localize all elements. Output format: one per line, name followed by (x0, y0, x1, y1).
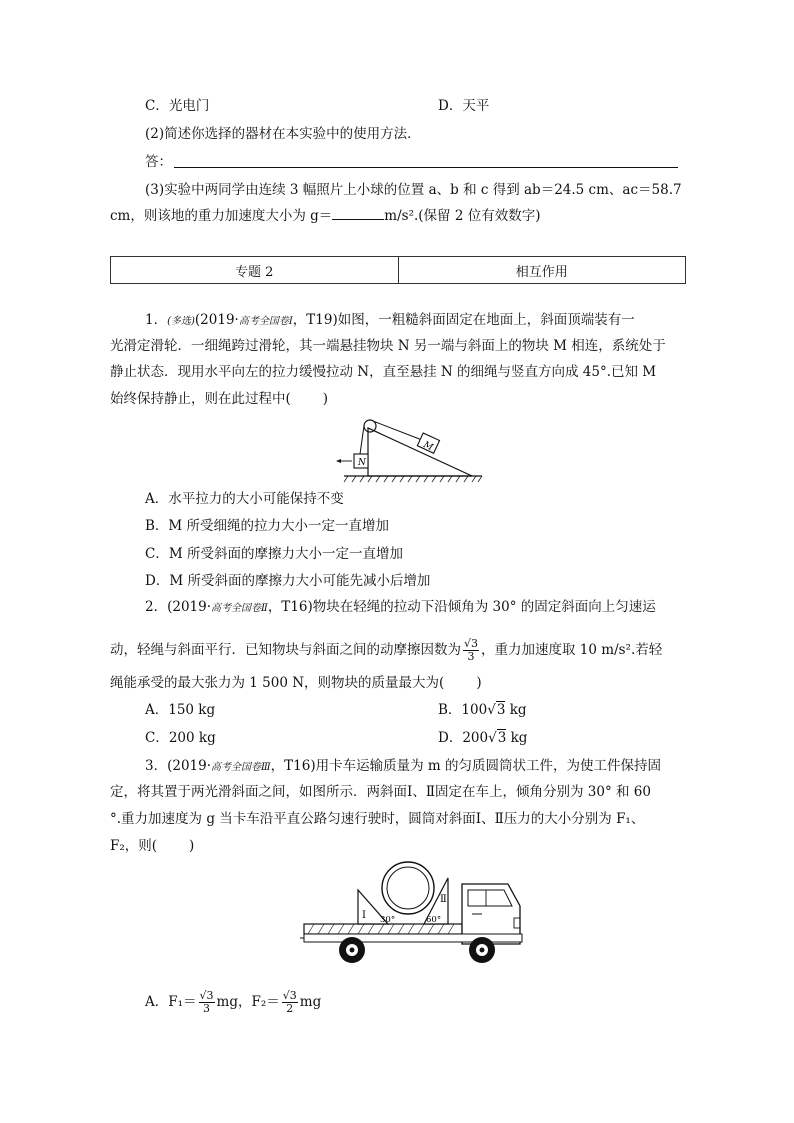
problem-2-line-3: 绳能承受的最大张力为 1 500 N，则物块的质量最大为( ) (110, 675, 482, 691)
problem-2-option-b: B．100√3 kg (438, 702, 527, 718)
question-3-line-2: cm，则该地的重力加速度大小为 g＝ m/s².(保留 2 位有效数字) (110, 208, 541, 224)
slope-ii-label: Ⅱ (440, 894, 447, 905)
topic-number: 专题 2 (111, 257, 399, 284)
problem-1-line-1: 1．(多选)(2019·高考全国卷Ⅰ，T19)如图，一粗糙斜面固定在地面上，斜面顶端装有一 (145, 312, 635, 328)
problem-1-line-4: 始终保持静止，则在此过程中( ) (110, 391, 329, 407)
problem-3-line-1: 3．(2019·高考全国卷Ⅲ，T16)用卡车运输质量为 m 的匀质圆筒状工件，为使工件保持固 (145, 758, 662, 774)
problem-1-option-c: C．M 所受斜面的摩擦力大小一定一直增加 (145, 546, 403, 562)
topic-header-table (110, 256, 686, 284)
problem-1-option-d: D．M 所受斜面的摩擦力大小可能先减小后增加 (145, 573, 431, 589)
fraction-sqrt3-over-3: $\frac{√3}{3}$ (464, 637, 479, 663)
problem-3-line-3: °.重力加速度为 g 当卡车沿平直公路匀速行驶时，圆筒对斜面Ⅰ、Ⅱ压力的大小分别为 F₁、 (110, 811, 645, 827)
problem-3-option-a: A．F₁＝ $\frac{√3}{3}$ mg，F₂＝ $\frac{√3}{2}$ mg (145, 989, 322, 1015)
topic-title: 相互作用 (398, 257, 686, 284)
truck-cylinder-figure (296, 858, 532, 970)
problem-3-line-2: 定，将其置于两光滑斜面之间，如图所示．两斜面Ⅰ、Ⅱ固定在车上，倾角分别为 30° 和 60 (110, 784, 651, 800)
angle-60-label: 60° (426, 915, 442, 925)
cylinder (382, 862, 434, 914)
problem-2-line-2: 动，轻绳与斜面平行．已知物块与斜面之间的动摩擦因数为 $\frac{√3}{3}$ ，重力加速度取 10 m/s².若轻 (110, 637, 663, 663)
question-3-line-1: (3)实验中两同学由连续 3 幅照片上小球的位置 a、b 和 c 得到 ab＝24.5 cm、ac＝58.7 (145, 182, 682, 198)
problem-1-option-b: B．M 所受细绳的拉力大小一定一直增加 (145, 518, 390, 534)
problem-2-line-1: 2．(2019·高考全国卷Ⅱ，T16)物块在轻绳的拉动下沿倾角为 30° 的固定斜面向上匀速运 (145, 599, 656, 615)
incline-pulley-figure (330, 414, 490, 486)
problem-3-line-4: F₂，则( ) (110, 838, 195, 854)
block-n-label: N (358, 458, 366, 468)
fill-blank (332, 207, 384, 220)
question-2-prompt: (2)简述你选择的器材在本实验中的使用方法． (145, 126, 421, 142)
problem-2-option-c: C．200 kg (145, 730, 216, 746)
problem-2-option-a: A．150 kg (145, 702, 216, 718)
slope-i-label: Ⅰ (362, 910, 366, 921)
option-d: D．天平 (438, 98, 490, 114)
problem-1-line-2: 光滑定滑轮．一细绳跨过滑轮，其一端悬挂物块 N 另一端与斜面上的物块 M 相连，系统处于 (110, 338, 666, 354)
block-m-label: M (421, 440, 435, 454)
answer-line (174, 166, 678, 168)
arrow-left-icon (336, 459, 341, 463)
option-c: C．光电门 (145, 98, 210, 114)
problem-1-line-3: 静止状态．现用水平向左的拉力缓慢拉动 N，直至悬挂 N 的细绳与竖直方向成 45°.已知 M (110, 364, 657, 380)
answer-label: 答： (145, 154, 172, 170)
problem-1-option-a: A．水平拉力的大小可能保持不变 (145, 491, 344, 507)
problem-2-option-d: D．200√3 kg (438, 730, 528, 746)
angle-30-label: 30° (380, 915, 396, 925)
